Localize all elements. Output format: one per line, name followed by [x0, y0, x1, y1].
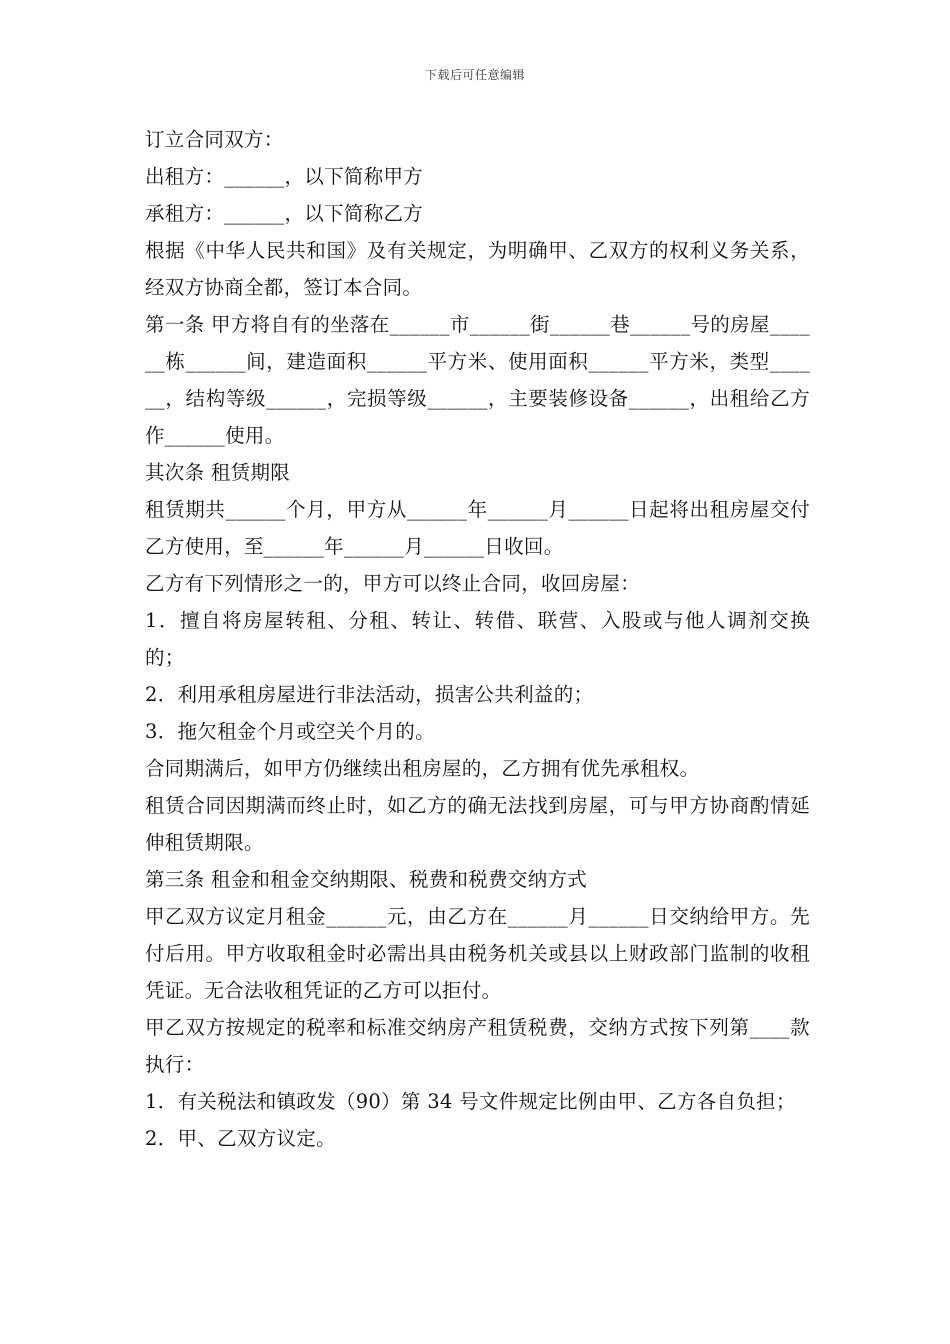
list-item-tax-2: 2．甲、乙双方议定。 — [145, 1127, 336, 1150]
list-item-termination-3: 3．拖欠租金个月或空关个月的。 — [145, 720, 435, 743]
paragraph-extension: 租赁合同因期满而终止时，如乙方的确无法找到房屋，可与甲方协商酌情延伸租赁期限。 — [145, 794, 810, 854]
list-item-termination-2: 2．利用承租房屋进行非法活动，损害公共利益的； — [145, 683, 594, 706]
paragraph-preamble: 根据《中华人民共和国》及有关规定，为明确甲、乙双方的权利义务关系，经双方协商全都，签订本合同。 — [145, 239, 810, 299]
paragraph-lessee: 承租方：______，以下简称乙方 — [145, 202, 424, 225]
paragraph-article-1: 第一条 甲方将自有的坐落在______市______街______巷______号的房屋______栋______间，建造面积______平方米、使用面积______平方米，类型______，结构等级______，完损等级______，主要装修设备______，出租给乙方作______使用。 — [145, 313, 810, 447]
paragraph-rent-payment: 甲乙双方议定月租金______元，由乙方在______月______日交纳给甲方。先付后用。甲方收取租金时必需出具由税务机关或县以上财政部门监制的收租凭证。无合法收租凭证的乙方可以拒付。 — [145, 905, 810, 1002]
contract-body — [145, 121, 810, 1157]
list-item-tax-1: 1．有关税法和镇政发（90）第 34 号文件规定比例由甲、乙方各自负担； — [145, 1090, 796, 1113]
page-header-note: 下载后可任意编辑 — [424, 68, 525, 82]
paragraph-priority-renewal: 合同期满后，如甲方仍继续出租房屋的，乙方拥有优先承租权。 — [145, 757, 700, 780]
heading-article-2: 其次条 租赁期限 — [145, 461, 291, 484]
paragraph-parties-intro: 订立合同双方： — [145, 128, 284, 151]
paragraph-tax-method: 甲乙双方按规定的税率和标准交纳房产租赁税费，交纳方式按下列第____款执行： — [145, 1016, 810, 1076]
heading-article-3: 第三条 租金和租金交纳期限、税费和税费交纳方式 — [145, 868, 588, 891]
paragraph-termination-intro: 乙方有下列情形之一的，甲方可以终止合同，收回房屋： — [145, 572, 641, 595]
list-item-termination-1: 1．擅自将房屋转租、分租、转让、转借、联营、入股或与他人调剂交换的； — [145, 609, 810, 669]
paragraph-lease-term: 租赁期共______个月，甲方从______年______月______日起将出租房屋交付乙方使用，至______年______月______日收回。 — [145, 498, 810, 558]
paragraph-lessor: 出租方：______，以下简称甲方 — [145, 165, 424, 188]
